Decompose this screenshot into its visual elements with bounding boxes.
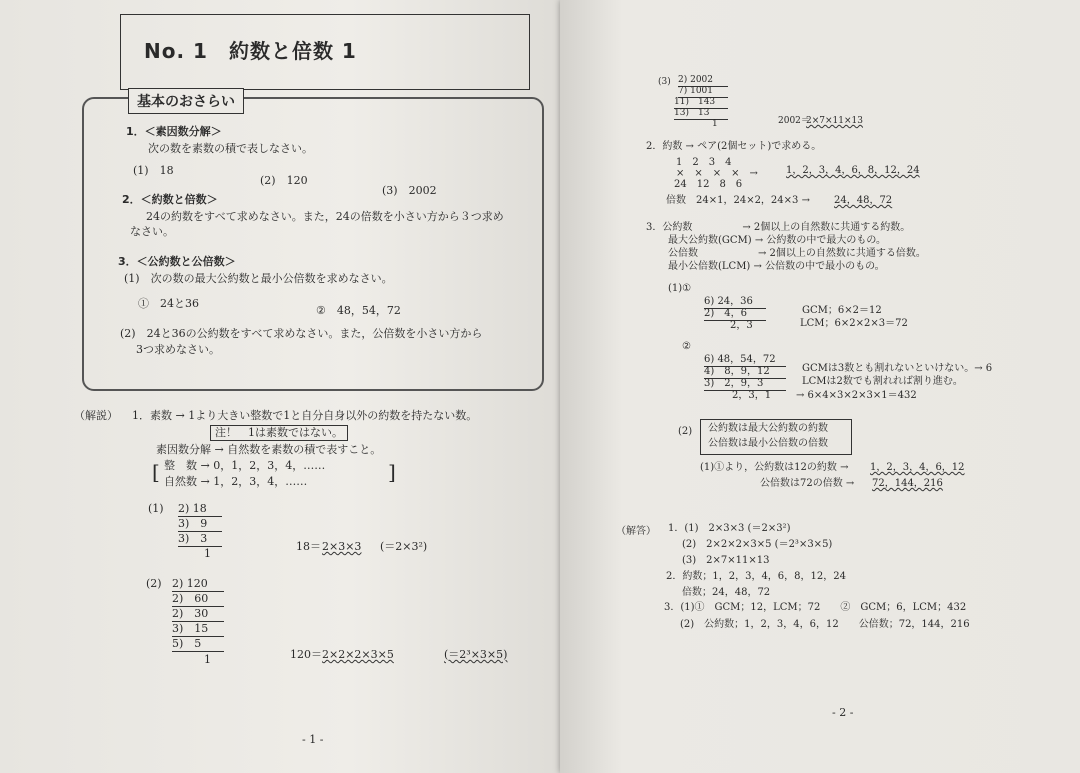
right-page-number: - 2 - (832, 706, 854, 719)
c1-label: (1)① (668, 283, 692, 294)
left-page-number: - 1 - (302, 733, 324, 746)
pair-bot: 24 12 8 6 (674, 179, 743, 190)
p2-label: (2) (146, 577, 162, 590)
p2-box-line-1: 公約数は最大公約数の約数 (708, 423, 828, 434)
c2-note-1: GCMは3数とも割れないといけない。→ 6 (802, 363, 993, 374)
c2-row-0: 6) 48，54，72 (704, 354, 786, 367)
p2-line-2-result: 72，144，216 (872, 478, 943, 489)
q2-text-2: なさい。 (130, 225, 174, 238)
def-line-0: 3．公約数 → 2個以上の自然数に共通する約数。 (646, 222, 911, 233)
p2-row-3: 3) 15 (172, 622, 224, 637)
def-line-1: 最大公約数(GCM) → 公約数の中で最大のもの。 (668, 235, 887, 246)
natural-line: 自然数 → 1，2，3，4，…… (164, 475, 308, 488)
p2-result: 2×2×2×3×5 (322, 648, 394, 661)
p1-label: (1) (148, 502, 164, 515)
p2-box-line-2: 公倍数は最小公倍数の倍数 (708, 438, 828, 449)
q3-heading: 3．＜公約数と公倍数＞ (118, 255, 236, 268)
answer-5: 3．(1)① GCM；12，LCM；72 ② GCM；6，LCM；432 (664, 602, 967, 613)
multiples-line: 倍数 24×1，24×2，24×3 → (666, 195, 810, 206)
explain-line-1: 1．素数 → 1より大きい整数で1と自分自身以外の約数を持たない数。 (132, 409, 478, 422)
answer-6: (2) 公約数；1，2，3，4，6，12 公倍数；72，144，216 (680, 619, 970, 630)
p1-row-0: 2) 18 (178, 502, 222, 517)
q2-pair-line: 2．約数 → ペア(2個セット)で求める。 (646, 141, 822, 152)
q1-item-c: (3) 2002 (382, 184, 437, 197)
def-line-2: 公倍数 → 2個以上の自然数に共通する倍数。 (668, 248, 926, 259)
pair-top: 1 2 3 4 (676, 157, 732, 168)
p3-row-3: 13) 13 (674, 108, 728, 120)
q3-1b: ② 48，54，72 (316, 304, 401, 317)
p3-row-2: 11) 143 (674, 97, 728, 109)
p2-result-paren: (＝2³×3×5) (444, 648, 508, 661)
explain-label: （解説） (74, 409, 118, 422)
c1-lcm: LCM；6×2×2×3＝72 (800, 318, 908, 329)
answer-4: 倍数；24，48，72 (682, 587, 771, 598)
c1-row-1: 2) 4，6 (704, 308, 766, 321)
q1-heading: 1．＜素因数分解＞ (126, 125, 222, 138)
p3-row-1: 7) 1001 (678, 86, 728, 98)
p2-row-0: 2) 120 (172, 577, 224, 592)
explain-line-2: 素因数分解 → 自然数を素数の積で表すこと。 (156, 443, 382, 456)
p3-label: (3) (658, 77, 671, 87)
pair-result: 1，2，3，4，6，8，12，24 (786, 165, 920, 176)
p1-row-1: 3) 9 (178, 517, 222, 532)
p2-row-2: 2) 30 (172, 607, 224, 622)
q3-1a: ① 24と36 (138, 297, 199, 310)
multiples-result: 24，48，72 (834, 195, 893, 206)
left-bracket: [ (152, 460, 160, 484)
answers-label: （解答） (616, 526, 656, 537)
p3-result-pre: 2002＝ (778, 116, 810, 126)
p2-row-4: 5) 5 (172, 637, 224, 652)
c2-result: → 6×4×3×2×3×1＝432 (796, 390, 917, 401)
p3-row-4: 1 (712, 119, 718, 129)
p2-label: (2) (678, 426, 693, 437)
q2-text-1: 24の約数をすべて求めなさい。また，24の倍数を小さい方から３つ求め (146, 210, 504, 223)
p2-row-1: 2) 60 (172, 592, 224, 607)
note-box: 注！ 1は素数ではない。 (210, 425, 348, 441)
page-title: No. 1 約数と倍数 1 (144, 39, 357, 63)
pair-mid: × × × × → (676, 168, 758, 179)
right-page (560, 0, 1080, 773)
c1-gcm: GCM；6×2＝12 (802, 305, 882, 316)
p2-row-5: 1 (204, 653, 211, 666)
c1-row-0: 6) 24，36 (704, 296, 766, 309)
review-label: 基本のおさらい (128, 88, 244, 114)
def-line-3: 最小公倍数(LCM) → 公倍数の中で最小のもの。 (668, 261, 885, 272)
p3-row-0: 2) 2002 (678, 75, 728, 87)
c2-row-2: 3) 2，9，3 (704, 378, 786, 391)
q1-item-b: (2) 120 (260, 174, 308, 187)
p1-row-2: 3) 3 (178, 532, 222, 547)
p3-result: 2×7×11×13 (806, 116, 863, 126)
q3-1: (1) 次の数の最大公約数と最小公倍数を求めなさい。 (124, 272, 393, 285)
p1-row-3: 1 (204, 547, 211, 560)
c2-row-1: 4) 8，9，12 (704, 366, 786, 379)
q3-2b: 3つ求めなさい。 (136, 343, 220, 356)
c2-row-3: 2，3，1 (732, 390, 772, 401)
q3-2a: (2) 24と36の公約数をすべて求めなさい。また，公倍数を小さい方から (120, 327, 483, 340)
p1-result-paren: (＝2×3²) (380, 540, 428, 553)
p1-result-pre: 18＝ (296, 540, 321, 553)
integer-line: 整 数 → 0，1，2，3，4，…… (164, 459, 326, 472)
answer-1: (2) 2×2×2×3×5 (＝2³×3×5) (682, 539, 833, 550)
c2-note-2: LCMは2数でも割れれば割り進む。 (802, 376, 963, 387)
p2-line-1: (1)①より，公約数は12の約数 → (700, 462, 849, 473)
answer-2: (3) 2×7×11×13 (682, 555, 770, 566)
p1-result: 2×3×3 (322, 540, 362, 553)
q1-text: 次の数を素数の積で表しなさい。 (148, 142, 313, 155)
p2-line-1-result: 1，2，3，4，6，12 (870, 462, 965, 473)
c2-label: ② (682, 341, 691, 352)
p2-result-pre: 120＝ (290, 648, 322, 661)
answer-0: 1．(1) 2×3×3 (＝2×3²) (668, 523, 791, 534)
c1-row-2: 2，3 (730, 320, 753, 331)
right-bracket: ] (388, 460, 396, 484)
q1-item-a: (1) 18 (133, 164, 174, 177)
q2-heading: 2．＜約数と倍数＞ (122, 193, 218, 206)
answer-3: 2．約数；1，2，3，4，6，8，12，24 (666, 571, 846, 582)
p2-line-2: 公倍数は72の倍数 → (760, 478, 855, 489)
